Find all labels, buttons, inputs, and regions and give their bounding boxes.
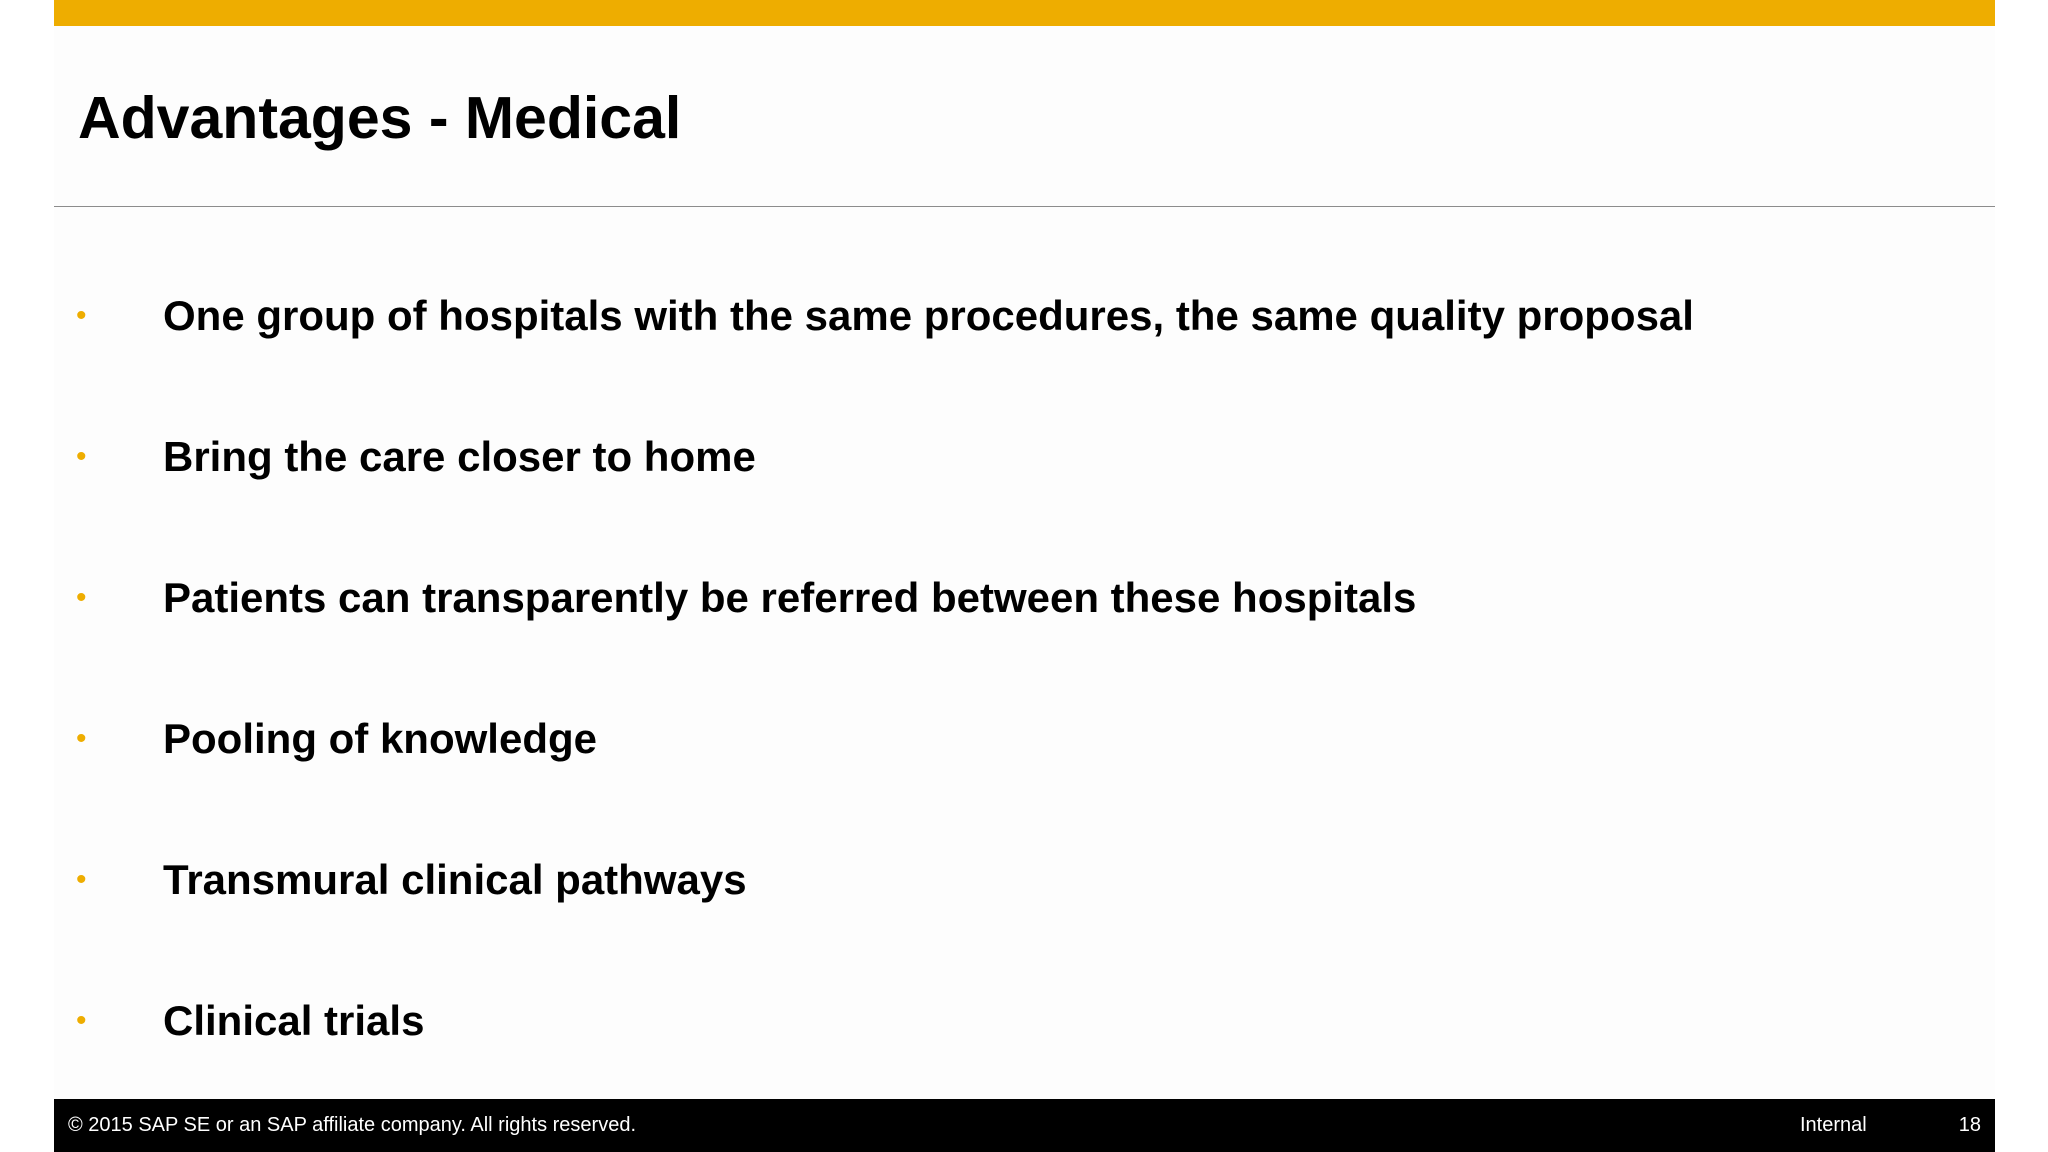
bullet-icon: • xyxy=(76,722,87,755)
bullet-text: Pooling of knowledge xyxy=(163,715,597,762)
footer-copyright: © 2015 SAP SE or an SAP affiliate company. All rights reserved. xyxy=(68,1114,637,1136)
bullet-text: Transmural clinical pathways xyxy=(163,856,747,903)
bullet-text: Bring the care closer to home xyxy=(163,433,756,480)
bullet-icon: • xyxy=(76,1004,87,1037)
bullet-icon: • xyxy=(76,440,87,473)
bullet-item xyxy=(54,411,1995,552)
bullet-item xyxy=(54,552,1995,693)
page-number: 18 xyxy=(1958,1114,1981,1136)
slide-title: Advantages - Medical xyxy=(78,85,682,151)
title-divider xyxy=(54,206,1995,207)
bullet-item xyxy=(54,693,1995,834)
bullet-item xyxy=(54,975,1995,1116)
bullet-text: One group of hospitals with the same procedures, the same quality proposal xyxy=(163,292,1694,339)
slide xyxy=(54,0,1995,1152)
slide-footer xyxy=(54,1099,1995,1152)
bullet-text: Patients can transparently be referred between these hospitals xyxy=(163,574,1417,621)
bullet-icon: • xyxy=(76,863,87,896)
bullet-item xyxy=(54,270,1995,411)
bullet-item xyxy=(54,834,1995,975)
bullet-icon: • xyxy=(76,581,87,614)
footer-classification: Internal xyxy=(1800,1114,1867,1136)
bullet-icon: • xyxy=(76,299,87,332)
accent-top-bar xyxy=(54,0,1995,26)
bullet-list xyxy=(54,270,1995,1116)
bullet-text: Clinical trials xyxy=(163,997,425,1044)
